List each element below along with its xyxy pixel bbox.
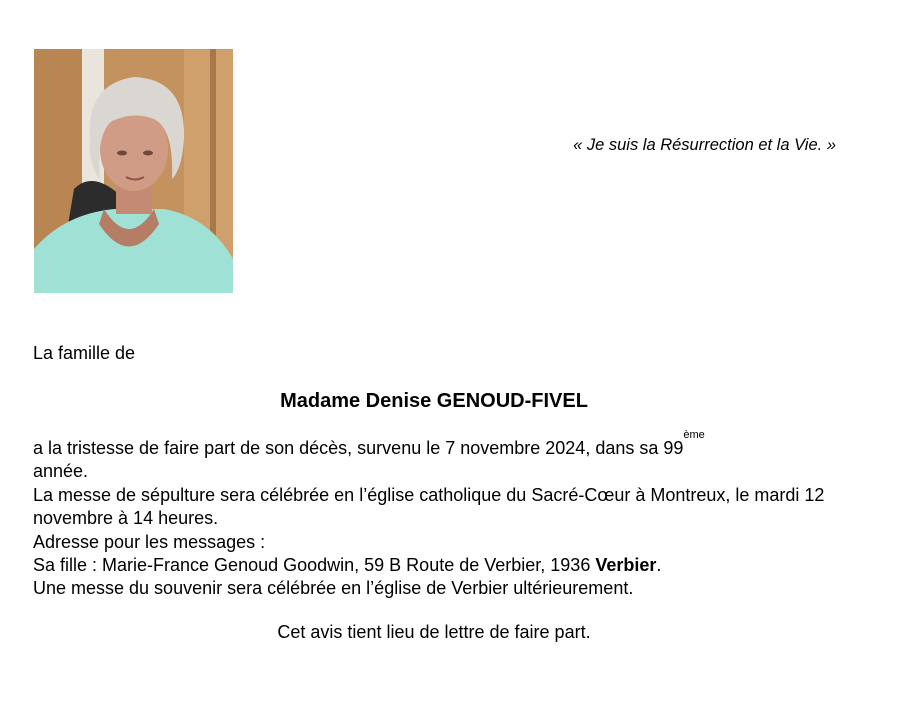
- intro-text: La famille de: [33, 343, 136, 363]
- death-text: a la tristesse de faire part de son décès, survenu le 7 novembre 2024, dans sa 99: [33, 438, 684, 458]
- closing-note: Cet avis tient lieu de lettre de faire part.: [277, 622, 591, 642]
- address-heading: Adresse pour les messages :: [33, 531, 266, 552]
- death-text-end: année.: [33, 461, 89, 482]
- address-text: Sa fille : Marie-France Genoud Goodwin, 59 B Route de Verbier, 1936: [33, 555, 596, 576]
- address-city: Verbier: [595, 555, 657, 576]
- ordinal-suffix: ème: [683, 429, 705, 441]
- scripture-quote: « Je suis la Résurrection et la Vie. »: [573, 136, 836, 154]
- portrait-photo: [34, 49, 233, 293]
- address-end: .: [656, 555, 662, 576]
- deceased-name: Madame Denise GENOUD-FIVEL: [280, 390, 588, 412]
- announcement-body: [33, 429, 863, 601]
- portrait-illustration: [34, 49, 233, 293]
- funeral-mass-info: La messe de sépulture sera célébrée en l’église catholique du Sacré-Cœur à Montreux, le mardi 12 novembre à 14 heures.: [33, 484, 825, 529]
- contact-address: [33, 554, 863, 577]
- death-paragraph: [33, 429, 863, 484]
- memorial-mass-info: Une messe du souvenir sera célébrée en l’église de Verbier ultérieurement.: [33, 578, 634, 599]
